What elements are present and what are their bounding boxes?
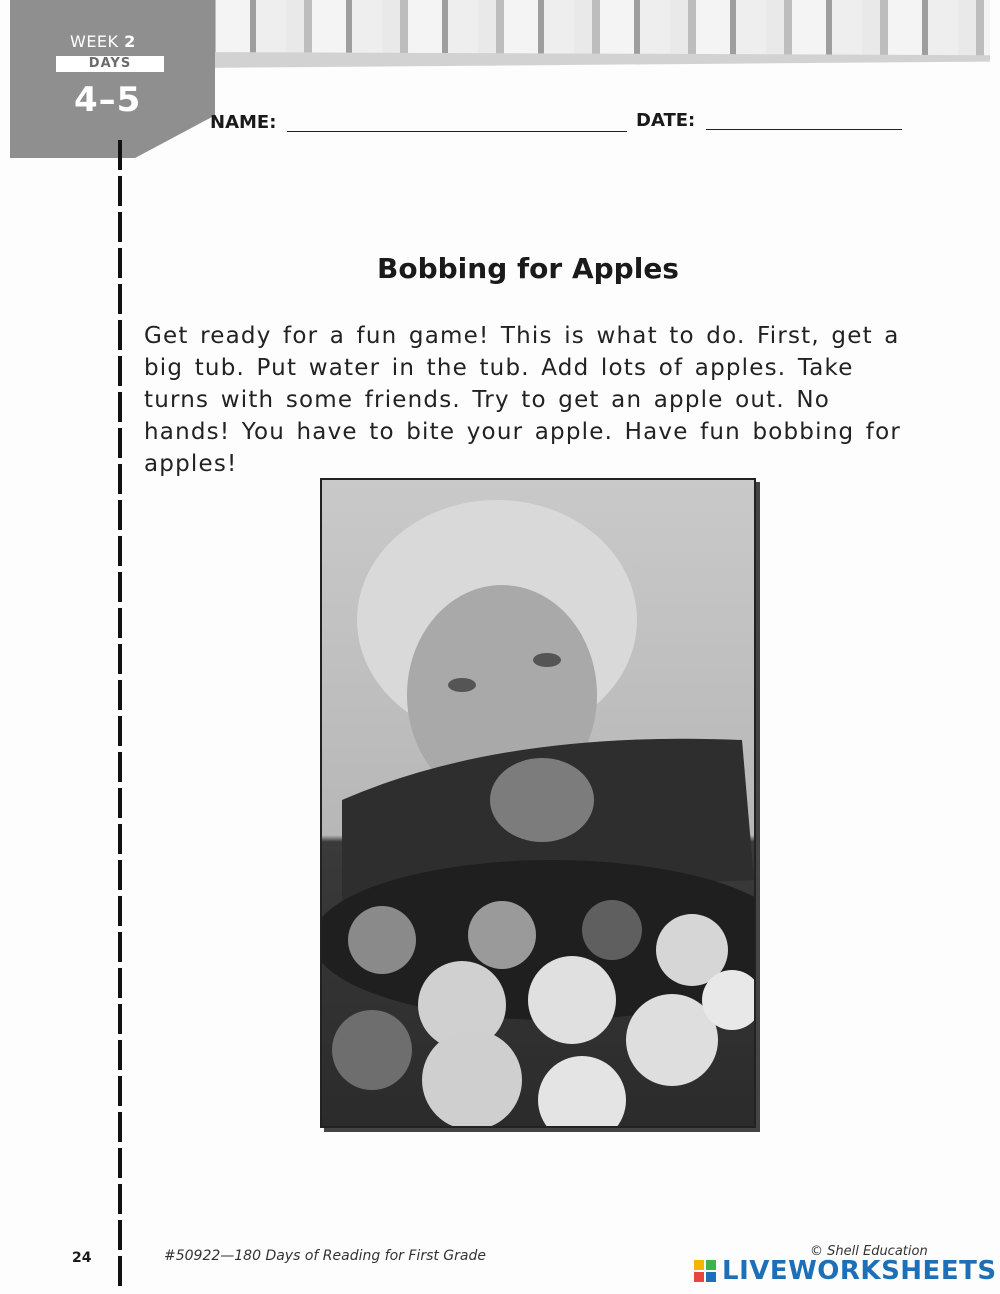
week-days-tab: [10, 0, 215, 158]
header-stripe-banner: [190, 0, 990, 60]
date-field[interactable]: [706, 129, 902, 130]
book-reference: #50922—180 Days of Reading for First Grade: [164, 1248, 486, 1264]
week-number: 2: [124, 32, 136, 51]
bobbing-apples-photo: [320, 478, 756, 1128]
liveworksheets-brand: LIVEWORKSHEETS: [722, 1256, 997, 1286]
reading-passage: Get ready for a fun game! This is what to do. First, get a big tub. Put water in the tub. Add lots of apples. Take turns with some friends. Try to get an apple out. No hands! You have to bite your apple. Have fun bobbing for apples!: [144, 323, 902, 477]
margin-dashed-line: [118, 140, 122, 1290]
days-badge: DAYS: [56, 56, 164, 72]
photo-illustration: [322, 480, 754, 1126]
copyright-notice: © Shell Education: [810, 1244, 928, 1259]
name-field[interactable]: [287, 131, 627, 132]
week-prefix: WEEK: [70, 32, 119, 51]
worksheet-title: Bobbing for Apples: [377, 252, 679, 285]
liveworksheets-logo[interactable]: [694, 1256, 997, 1286]
page-number: 24: [72, 1250, 92, 1266]
days-range: 4–5: [74, 80, 142, 120]
liveworksheets-icon: [694, 1260, 716, 1282]
name-label: NAME:: [210, 112, 277, 133]
week-label: [70, 32, 170, 51]
date-label: DATE:: [636, 110, 696, 131]
